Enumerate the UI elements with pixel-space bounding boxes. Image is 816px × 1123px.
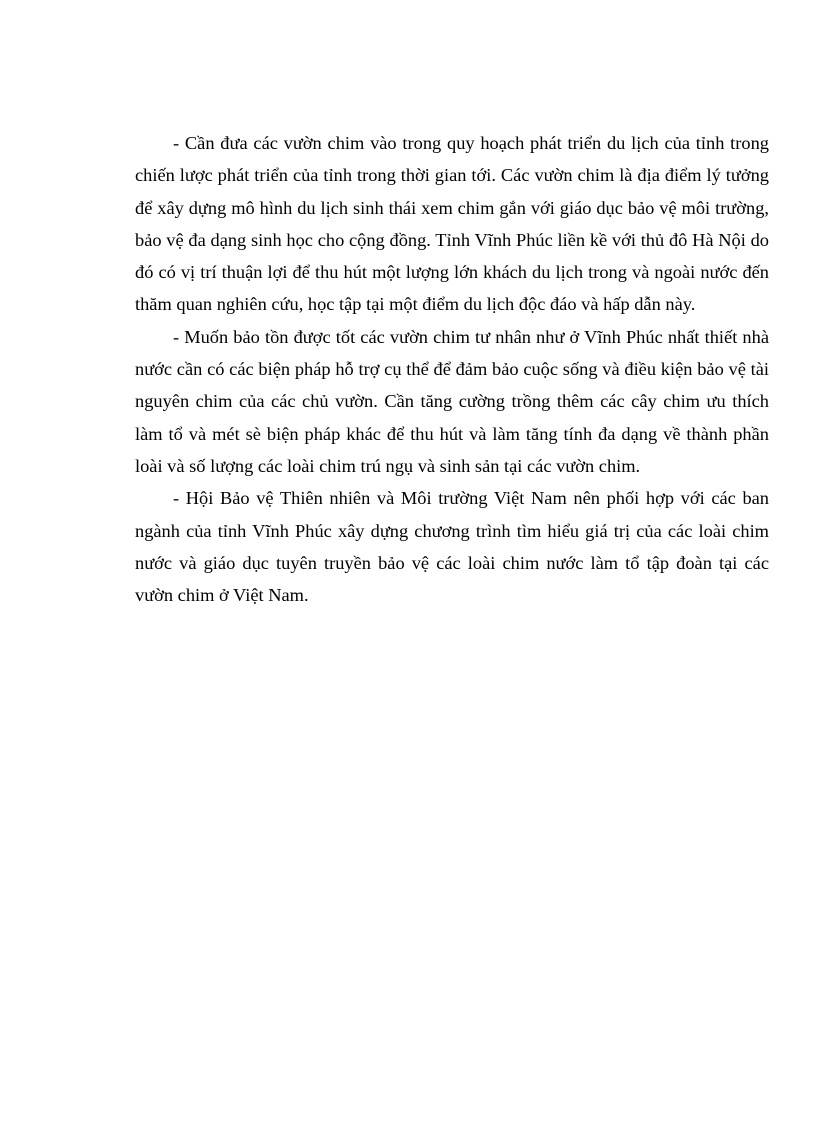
body-text	[135, 127, 769, 611]
paragraph-tourism-planning: - Cần đưa các vườn chim vào trong quy hoạch phát triển du lịch của tỉnh trong chiến lược phát triển của tỉnh trong thời gian tới. Các vườn chim là địa điểm lý tưởng để xây dựng mô hình du lịch sinh thái xem chim gắn với giáo dục bảo vệ môi trường, bảo vệ đa dạng sinh học cho cộng đồng. Tỉnh Vĩnh Phúc liền kề với thủ đô Hà Nội do đó có vị trí thuận lợi để thu hút một lượng lớn khách du lịch trong và ngoài nước đến thăm quan nghiên cứu, học tập tại một điểm du lịch độc đáo và hấp dẫn này.	[135, 133, 769, 315]
paragraph-association-cooperation: - Hội Bảo vệ Thiên nhiên và Môi trường Việt Nam nên phối hợp với các ban ngành của tỉnh Vĩnh Phúc xây dựng chương trình tìm hiểu giá trị của các loài chim nước và giáo dục tuyên truyền bảo vệ các loài chim nước làm tổ tập đoàn tại các vườn chim ở Việt Nam.	[135, 488, 769, 606]
paragraph-private-gardens-support: - Muốn bảo tồn được tốt các vườn chim tư nhân như ở Vĩnh Phúc nhất thiết nhà nước cần có các biện pháp hỗ trợ cụ thể để đảm bảo cuộc sống và điều kiện bảo vệ tài nguyên chim của các chủ vườn. Cần tăng cường trồng thêm các cây chim ưu thích làm tổ và mét sè biện pháp khác để thu hút và làm tăng tính đa dạng về thành phần loài và số lượng các loài chim trú ngụ và sinh sản tại các vườn chim.	[135, 326, 769, 476]
